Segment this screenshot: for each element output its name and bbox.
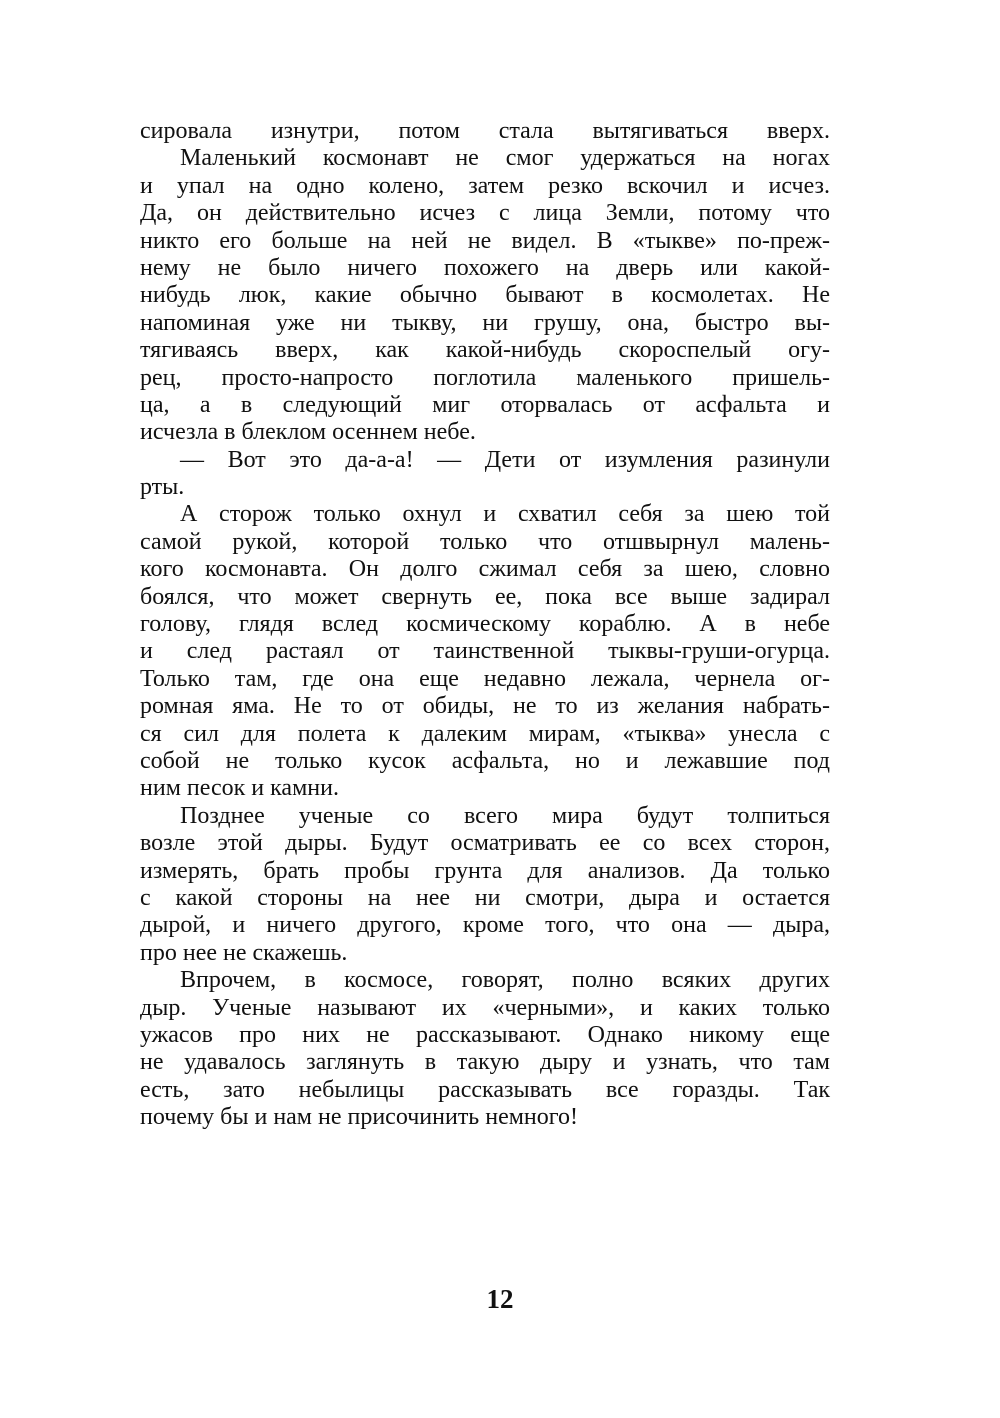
text-line: ужасов про них не рассказывают. Однако никому еще [140, 1021, 830, 1048]
text-line: и след растаял от таинственной тыквы-груши-огурца. [140, 638, 830, 665]
text-line: дырой, и ничего другого, кроме того, что она — дыра, [140, 912, 830, 939]
text-line: про нее не скажешь. [140, 939, 348, 966]
text-line: напоминая уже ни тыкву, ни грушу, она, быстро вы- [140, 309, 830, 336]
text-line: Позднее ученые со всего мира будут толпиться [180, 802, 830, 829]
text-line: — Вот это да-а-а! — Дети от изумления разинули [180, 446, 830, 473]
text-line: собой не только кусок асфальта, но и лежавшие под [140, 747, 830, 774]
page-number: 12 [486, 1284, 514, 1314]
text-line: Маленький космонавт не смог удержаться на ногах [180, 145, 830, 172]
text-line: рты. [140, 474, 185, 501]
text-line: тягиваясь вверх, как какой-нибудь скороспелый огу- [140, 337, 830, 364]
text-line: ромная яма. Не то от обиды, не то из желания набрать- [140, 693, 830, 720]
text-line: ся сил для полета к далеким мирам, «тыква» унесла с [140, 720, 830, 747]
text-line: ца, а в следующий миг оторвалась от асфальта и [140, 391, 830, 418]
text-line: кого космонавта. Он долго сжимал себя за шею, словно [140, 556, 830, 583]
text-line: почему бы и нам не присочинить немного! [140, 1104, 579, 1131]
text-line: ним песок и камни. [140, 775, 339, 802]
text-line: никто его больше на ней не видел. В «тыкве» по-преж- [140, 227, 830, 254]
text-line: самой рукой, которой только что отшвырнул малень- [140, 528, 830, 555]
text-line: боялся, что может свернуть ее, пока все выше задирал [140, 583, 830, 610]
text-line: дыр. Ученые называют их «черными», и каких только [140, 994, 830, 1021]
page-body [140, 118, 830, 1131]
text-line: Впрочем, в космосе, говорят, полно всяких других [180, 967, 830, 994]
text-line: не удавалось заглянуть в такую дыру и узнать, что там [140, 1049, 830, 1076]
text-line: измерять, брать пробы грунта для анализов. Да только [140, 857, 830, 884]
text-line: нибудь люк, какие обычно бывают в космолетах. Не [140, 282, 830, 309]
text-line: А сторож только охнул и схватил себя за шею той [180, 501, 830, 528]
text-line: возле этой дыры. Будут осматривать ее со всех сторон, [140, 830, 830, 857]
text-line: Только там, где она еще недавно лежала, чернела ог- [140, 665, 830, 692]
text-line: с какой стороны на нее ни смотри, дыра и остается [140, 884, 830, 911]
text-line: нему не было ничего похожего на дверь или какой- [140, 254, 830, 281]
text-line: рец, просто-напросто поглотила маленького пришель- [140, 364, 830, 391]
text-line: есть, зато небылицы рассказывать все горазды. Так [140, 1076, 830, 1103]
text-line: Да, он действительно исчез с лица Земли, потому что [140, 200, 830, 227]
text-line: исчезла в блеклом осеннем небе. [140, 419, 476, 446]
text-line: и упал на одно колено, затем резко вскочил и исчез. [140, 172, 830, 199]
text-line: сировала изнутри, потом стала вытягиваться вверх. [140, 118, 830, 144]
text-line: голову, глядя вслед космическому кораблю. А в небе [140, 611, 830, 638]
